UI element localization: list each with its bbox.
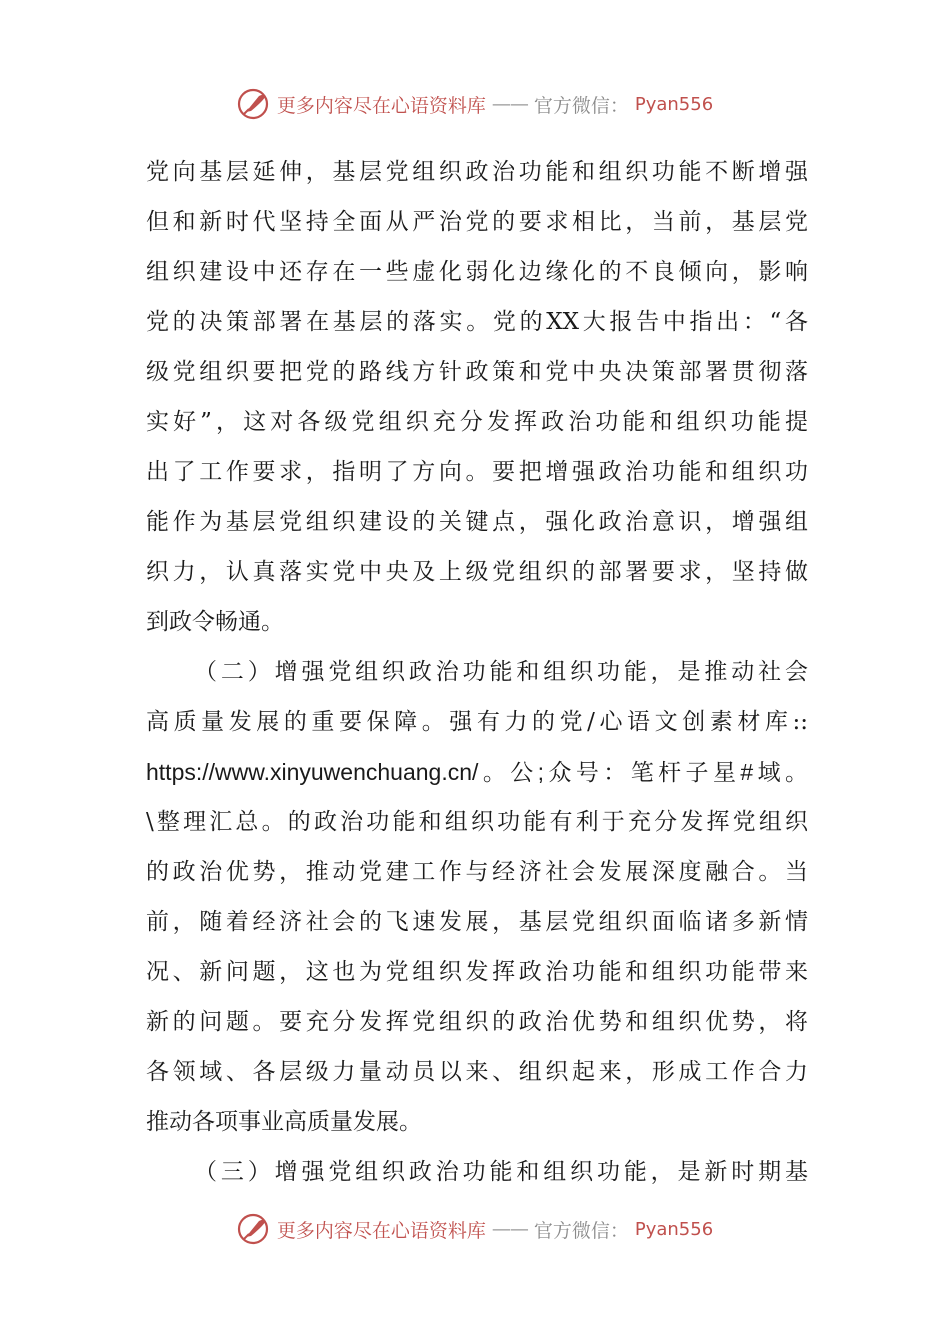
section-heading-line: （二）增强党组织政治功能和组织功能，是推动社会 [194,659,808,685]
text-line: 高质量发展的重要保障。强有力的党/心语文创素材库:: [146,709,808,735]
text-line: 但和新时代坚持全面从严治党的要求相比，当前，基层党 [146,209,808,235]
banner-brand: 更多内容尽在心语资料库 [276,94,486,117]
banner-brand: 更多内容尽在心语资料库 [276,1219,486,1242]
banner-wechat-label: 官方微信： [533,1219,629,1242]
text-line: 前，随着经济社会的飞速发展，基层党组织面临诸多新情 [146,909,808,935]
text-line: 实好”，这对各级党组织充分发挥政治功能和组织功能提 [146,409,808,435]
text-line: 出了工作要求，指明了方向。要把增强政治功能和组织功 [146,459,808,485]
banner-dash: —— [491,1218,528,1240]
text-line: 组织建设中还存在一些虚化弱化边缘化的不良倾向，影响 [146,259,808,285]
url-line: https://www.xinyuwenchuang.cn/。公;众号：笔杆子星#域。 [146,759,808,785]
text-line: 党的决策部署在基层的落实。党的XX大报告中指出：“各 [146,309,808,335]
text-line: 织力，认真落实党中央及上级党组织的部署要求，坚持做 [146,559,808,585]
text-line: 的政治优势，推动党建工作与经济社会发展深度融合。当 [146,859,808,885]
text-line: \整理汇总。的政治功能和组织功能有利于充分发挥党组织 [146,809,808,835]
text-line: 各领域、各层级力量动员以来、组织起来，形成工作合力 [146,1059,808,1085]
quill-pen-icon [237,87,271,121]
text-line: 级党组织要把党的路线方针政策和党中央决策部署贯彻落 [146,359,808,385]
footer-banner [0,1209,950,1249]
text-line: 能作为基层党组织建设的关键点，强化政治意识，增强组 [146,509,808,535]
banner-wechat-id: Pyan556 [634,1218,714,1240]
header-banner [0,84,950,124]
text-line: 新的问题。要充分发挥党组织的政治优势和组织优势，将 [146,1009,808,1035]
document-body [146,147,808,1197]
banner-wechat-id: Pyan556 [634,93,714,115]
banner-dash: —— [491,93,528,115]
section-heading-line: （三）增强党组织政治功能和组织功能，是新时期基 [194,1159,808,1185]
banner-wechat-label: 官方微信： [533,94,629,117]
text-line: 到政令畅通。 [146,609,284,635]
text-line: 党向基层延伸，基层党组织政治功能和组织功能不断增强 [146,159,808,185]
text-line: 推动各项事业高质量发展。 [146,1109,422,1135]
quill-pen-icon [237,1212,271,1246]
text-line: 况、新问题，这也为党组织发挥政治功能和组织功能带来 [146,959,808,985]
